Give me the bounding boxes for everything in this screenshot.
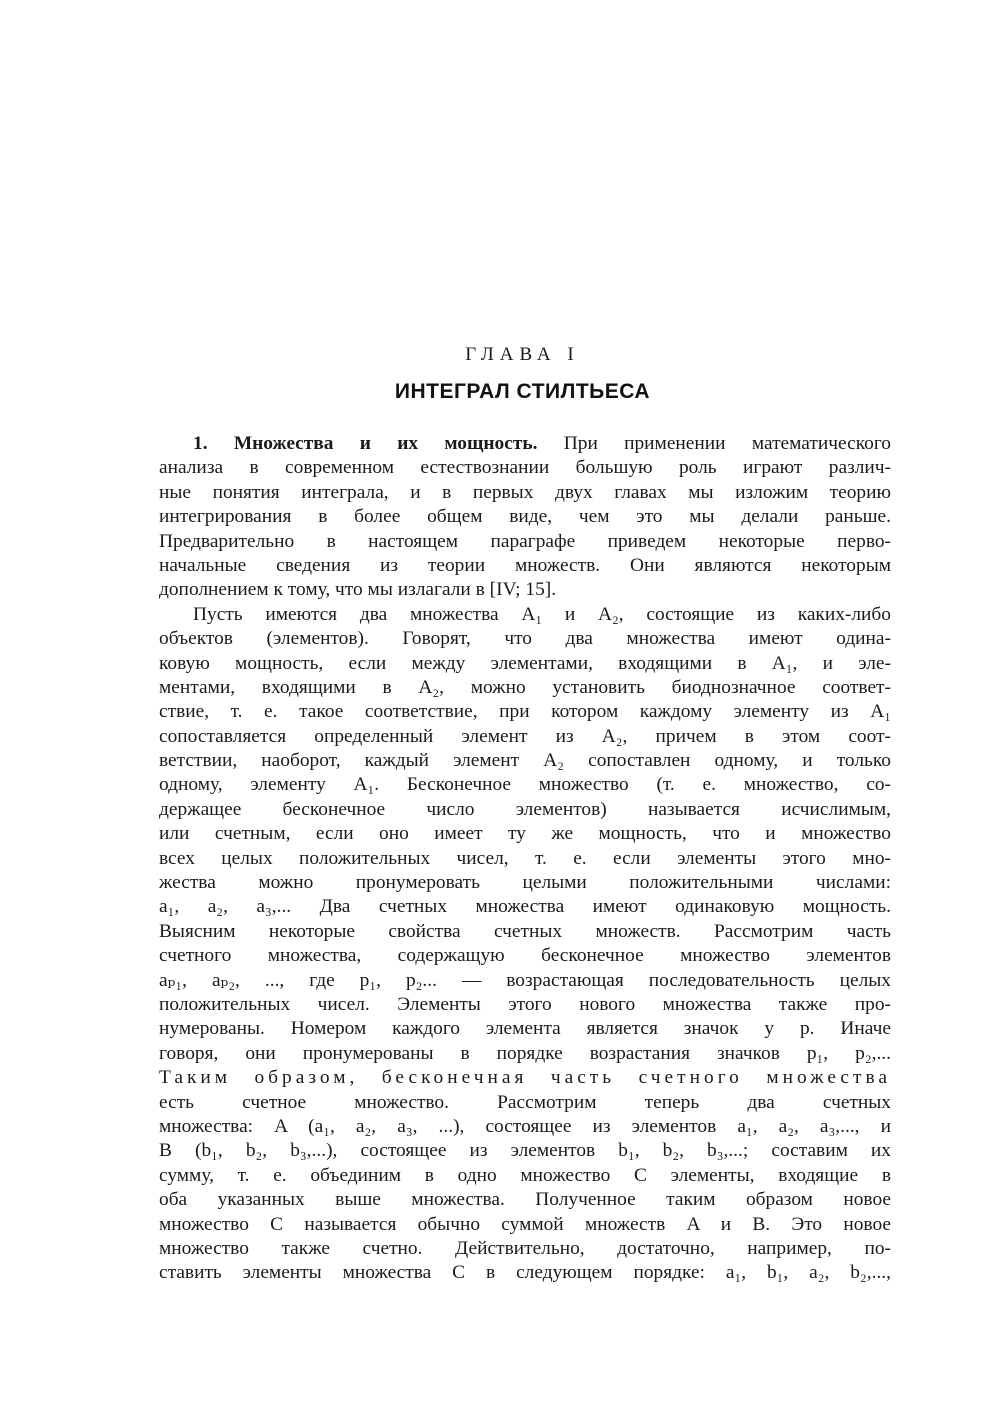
- text-line: сопоставляется определенный элемент из A₂, причем в этом соот-: [159, 725, 891, 747]
- text-line: оба указанных выше множества. Полученное таким образом новое: [159, 1189, 891, 1211]
- text-line-spaced: Таким образом, бесконечная часть счетного множества: [159, 1067, 891, 1089]
- text-span: При применении математического: [537, 433, 891, 454]
- text-line: интегрирования в более общем виде, чем это мы делали раньше.: [159, 506, 891, 528]
- text-line: ковую мощность, если между элементами, входящими в A₁, и эле-: [159, 652, 891, 674]
- text-line: [159, 432, 891, 456]
- text-line: жества можно пронумеровать целыми положительными числами:: [159, 872, 891, 894]
- text-line: Выясним некоторые свойства счетных множеств. Рассмотрим часть: [159, 920, 891, 942]
- text-line: одному, элементу A₁. Бесконечное множество (т. е. множество, со-: [159, 774, 891, 796]
- text-line: множество также счетно. Действительно, достаточно, например, по-: [159, 1237, 891, 1259]
- body-text: [159, 432, 891, 1286]
- text-line: говоря, они пронумерованы в порядке возрастания значков p₁, p₂,...: [159, 1042, 891, 1064]
- text-line: ветствии, наоборот, каждый элемент A₂ сопоставлен одному, и только: [159, 750, 891, 772]
- text-line: множества: A (a₁, a₂, a₃, ...), состоящее из элементов a₁, a₂, a₃,..., и: [159, 1115, 891, 1137]
- text-line: множество C называется обычно суммой множеств A и B. Это новое: [159, 1213, 891, 1235]
- text-line: a₁, a₂, a₃,... Два счетных множества имеют одинаковую мощность.: [159, 896, 891, 918]
- chapter-title: ИНТЕГРАЛ СТИЛТЬЕСА: [394, 380, 651, 403]
- text-line: всех целых положительных чисел, т. е. если элементы этого мно-: [159, 847, 891, 869]
- section-heading: 1. Множества и их мощность.: [193, 433, 538, 454]
- text-line: Пусть имеются два множества A₁ и A₂, состоящие из каких-либо: [193, 603, 891, 625]
- text-line: положительных чисел. Элементы этого нового множества также про-: [159, 993, 891, 1015]
- text-line: нумерованы. Номером каждого элемента является значок у p. Иначе: [159, 1018, 891, 1040]
- text-line: объектов (элементов). Говорят, что два множества имеют одина-: [159, 628, 891, 650]
- text-line: B (b₁, b₂, b₃,...), состоящее из элементов b₁, b₂, b₃,...; составим их: [159, 1140, 891, 1162]
- text-line: держащее бесконечное число элементов) называется исчислимым,: [159, 798, 891, 820]
- text-line: ствие, т. е. такое соответствие, при котором каждому элементу из A₁: [159, 701, 891, 723]
- text-line: ные понятия интеграла, и в первых двух главах мы изложим теорию: [159, 481, 891, 503]
- text-line: начальные сведения из теории множеств. Они являются некоторым: [159, 554, 891, 576]
- text-line: aₚ₁, aₚ₂, ..., где p₁, p₂... — возрастающая последовательность целых: [159, 969, 891, 991]
- text-line: счетного множества, содержащую бесконечное множество элементов: [159, 945, 891, 967]
- text-line: ментами, входящими в A₂, можно установить биоднозначное соответ-: [159, 676, 891, 698]
- text-line: или счетным, если оно имеет ту же мощность, что и множество: [159, 823, 891, 845]
- chapter-label: ГЛАВА I: [465, 344, 580, 365]
- text-line: Предварительно в настоящем параграфе приведем некоторые перво-: [159, 530, 891, 552]
- text-line: анализа в современном естествознании большую роль играют различ-: [159, 457, 891, 479]
- text-line: сумму, т. е. объединим в одно множество C элементы, входящие в: [159, 1164, 891, 1186]
- text-line: ставить элементы множества C в следующем порядке: a₁, b₁, a₂, b₂,...,: [159, 1262, 891, 1284]
- text-line: есть счетное множество. Рассмотрим теперь два счетных: [159, 1091, 891, 1113]
- text-line: дополнением к тому, что мы излагали в [IV; 15].: [159, 579, 557, 601]
